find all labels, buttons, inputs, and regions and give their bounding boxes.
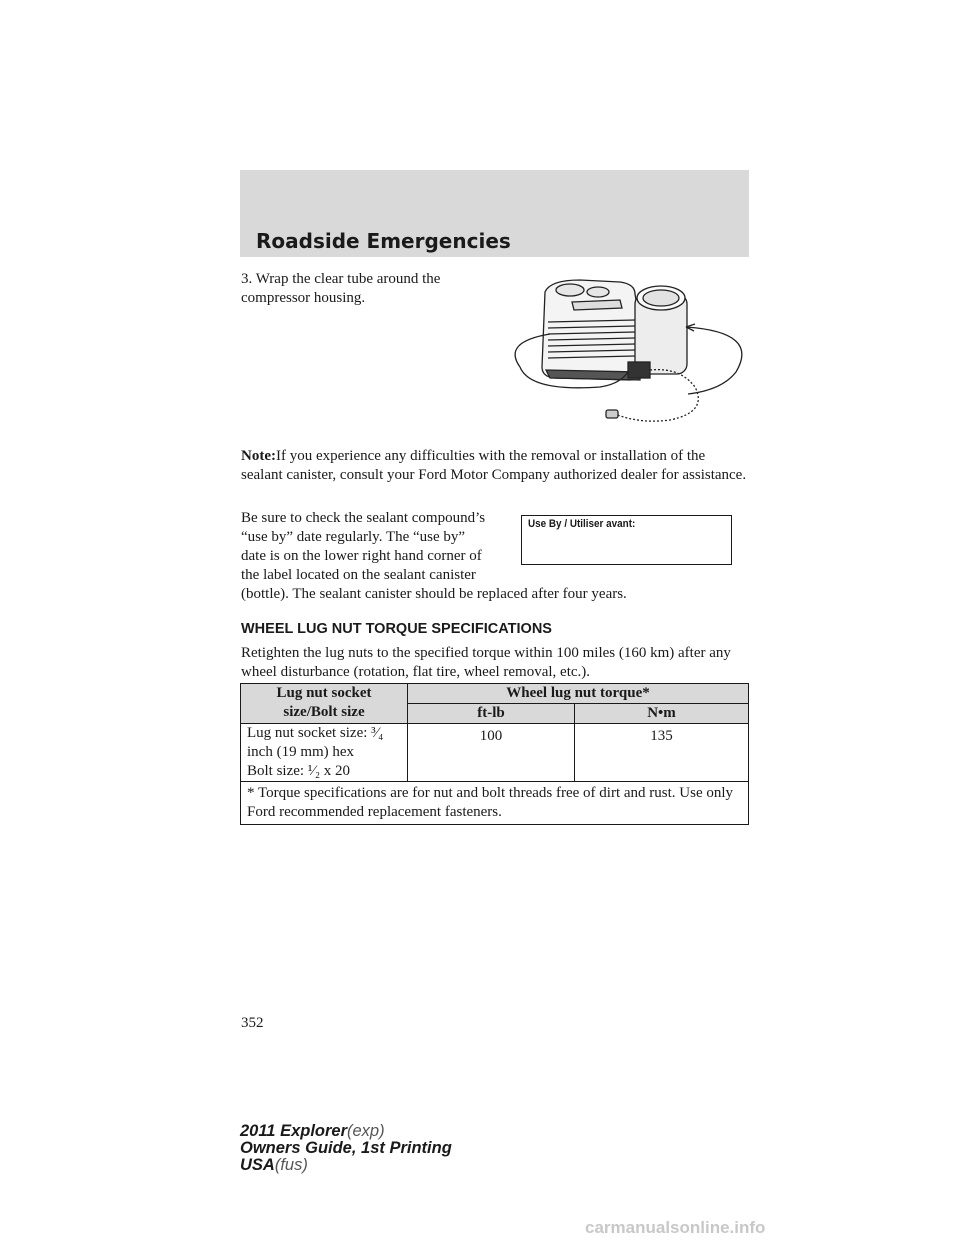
col-header-nm: N•m [574, 704, 748, 724]
footer-print-info [240, 1123, 452, 1174]
socket-size-line1: Lug nut socket size: ³⁄₄ [247, 725, 384, 741]
page-number: 352 [241, 1015, 264, 1031]
table-row [241, 724, 749, 782]
col-header-socket-line2: size/Bolt size [283, 704, 365, 720]
col-header-ftlb: ft-lb [408, 704, 575, 724]
socket-size-line3: Bolt size: ¹⁄₂ x 20 [247, 763, 351, 779]
socket-size-cell [241, 724, 408, 782]
footer-guide: Owners Guide, 1st Printing [240, 1139, 452, 1157]
retighten-paragraph: Retighten the lug nuts to the specified torque within 100 miles (160 km) after any wheel disturbance (rotation, flat tire, wheel removal, etc.). [241, 645, 731, 680]
torque-footnote: * Torque specifications are for nut and bolt threads free of dirt and rust. Use only Ford recommended replacement fasteners. [241, 782, 749, 825]
check-date-paragraph: Be sure to check the sealant compound’s “use by” date regularly. The “use by” date is on the lower right hand corner of the label located on the sealant canister [241, 510, 486, 583]
torque-table [240, 683, 749, 825]
torque-nm-value: 135 [574, 724, 748, 782]
use-by-label-box [521, 515, 732, 565]
footer-model: 2011 Explorer [240, 1122, 348, 1140]
col-header-torque: Wheel lug nut torque* [408, 684, 749, 704]
torque-section-heading: WHEEL LUG NUT TORQUE SPECIFICATIONS [241, 621, 552, 637]
footer-market: USA [240, 1156, 275, 1174]
step-3-text: 3. Wrap the clear tube around the compressor housing. [241, 271, 441, 306]
page-title: Roadside Emergencies [256, 229, 511, 253]
note-text: If you experience any difficulties with the removal or installation of the sealant canister, consult your Ford Motor Company authorized dealer for assistance. [241, 448, 747, 483]
use-by-label-text: Use By / Utiliser avant: [528, 518, 636, 530]
footer-model-code: (exp) [347, 1122, 385, 1140]
note-label: Note: [241, 448, 276, 464]
col-header-socket [241, 684, 408, 724]
footer-market-code: (fus) [274, 1156, 308, 1174]
check-date-paragraph-tail: (bottle). The sealant canister should be replaced after four years. [241, 586, 627, 602]
col-header-socket-line1: Lug nut socket [276, 685, 372, 701]
note-paragraph [241, 447, 749, 485]
compressor-illustration [510, 272, 750, 432]
torque-ftlb-value: 100 [408, 724, 575, 782]
watermark: carmanualsonline.info [585, 1218, 766, 1237]
socket-size-line2: inch (19 mm) hex [247, 744, 355, 760]
